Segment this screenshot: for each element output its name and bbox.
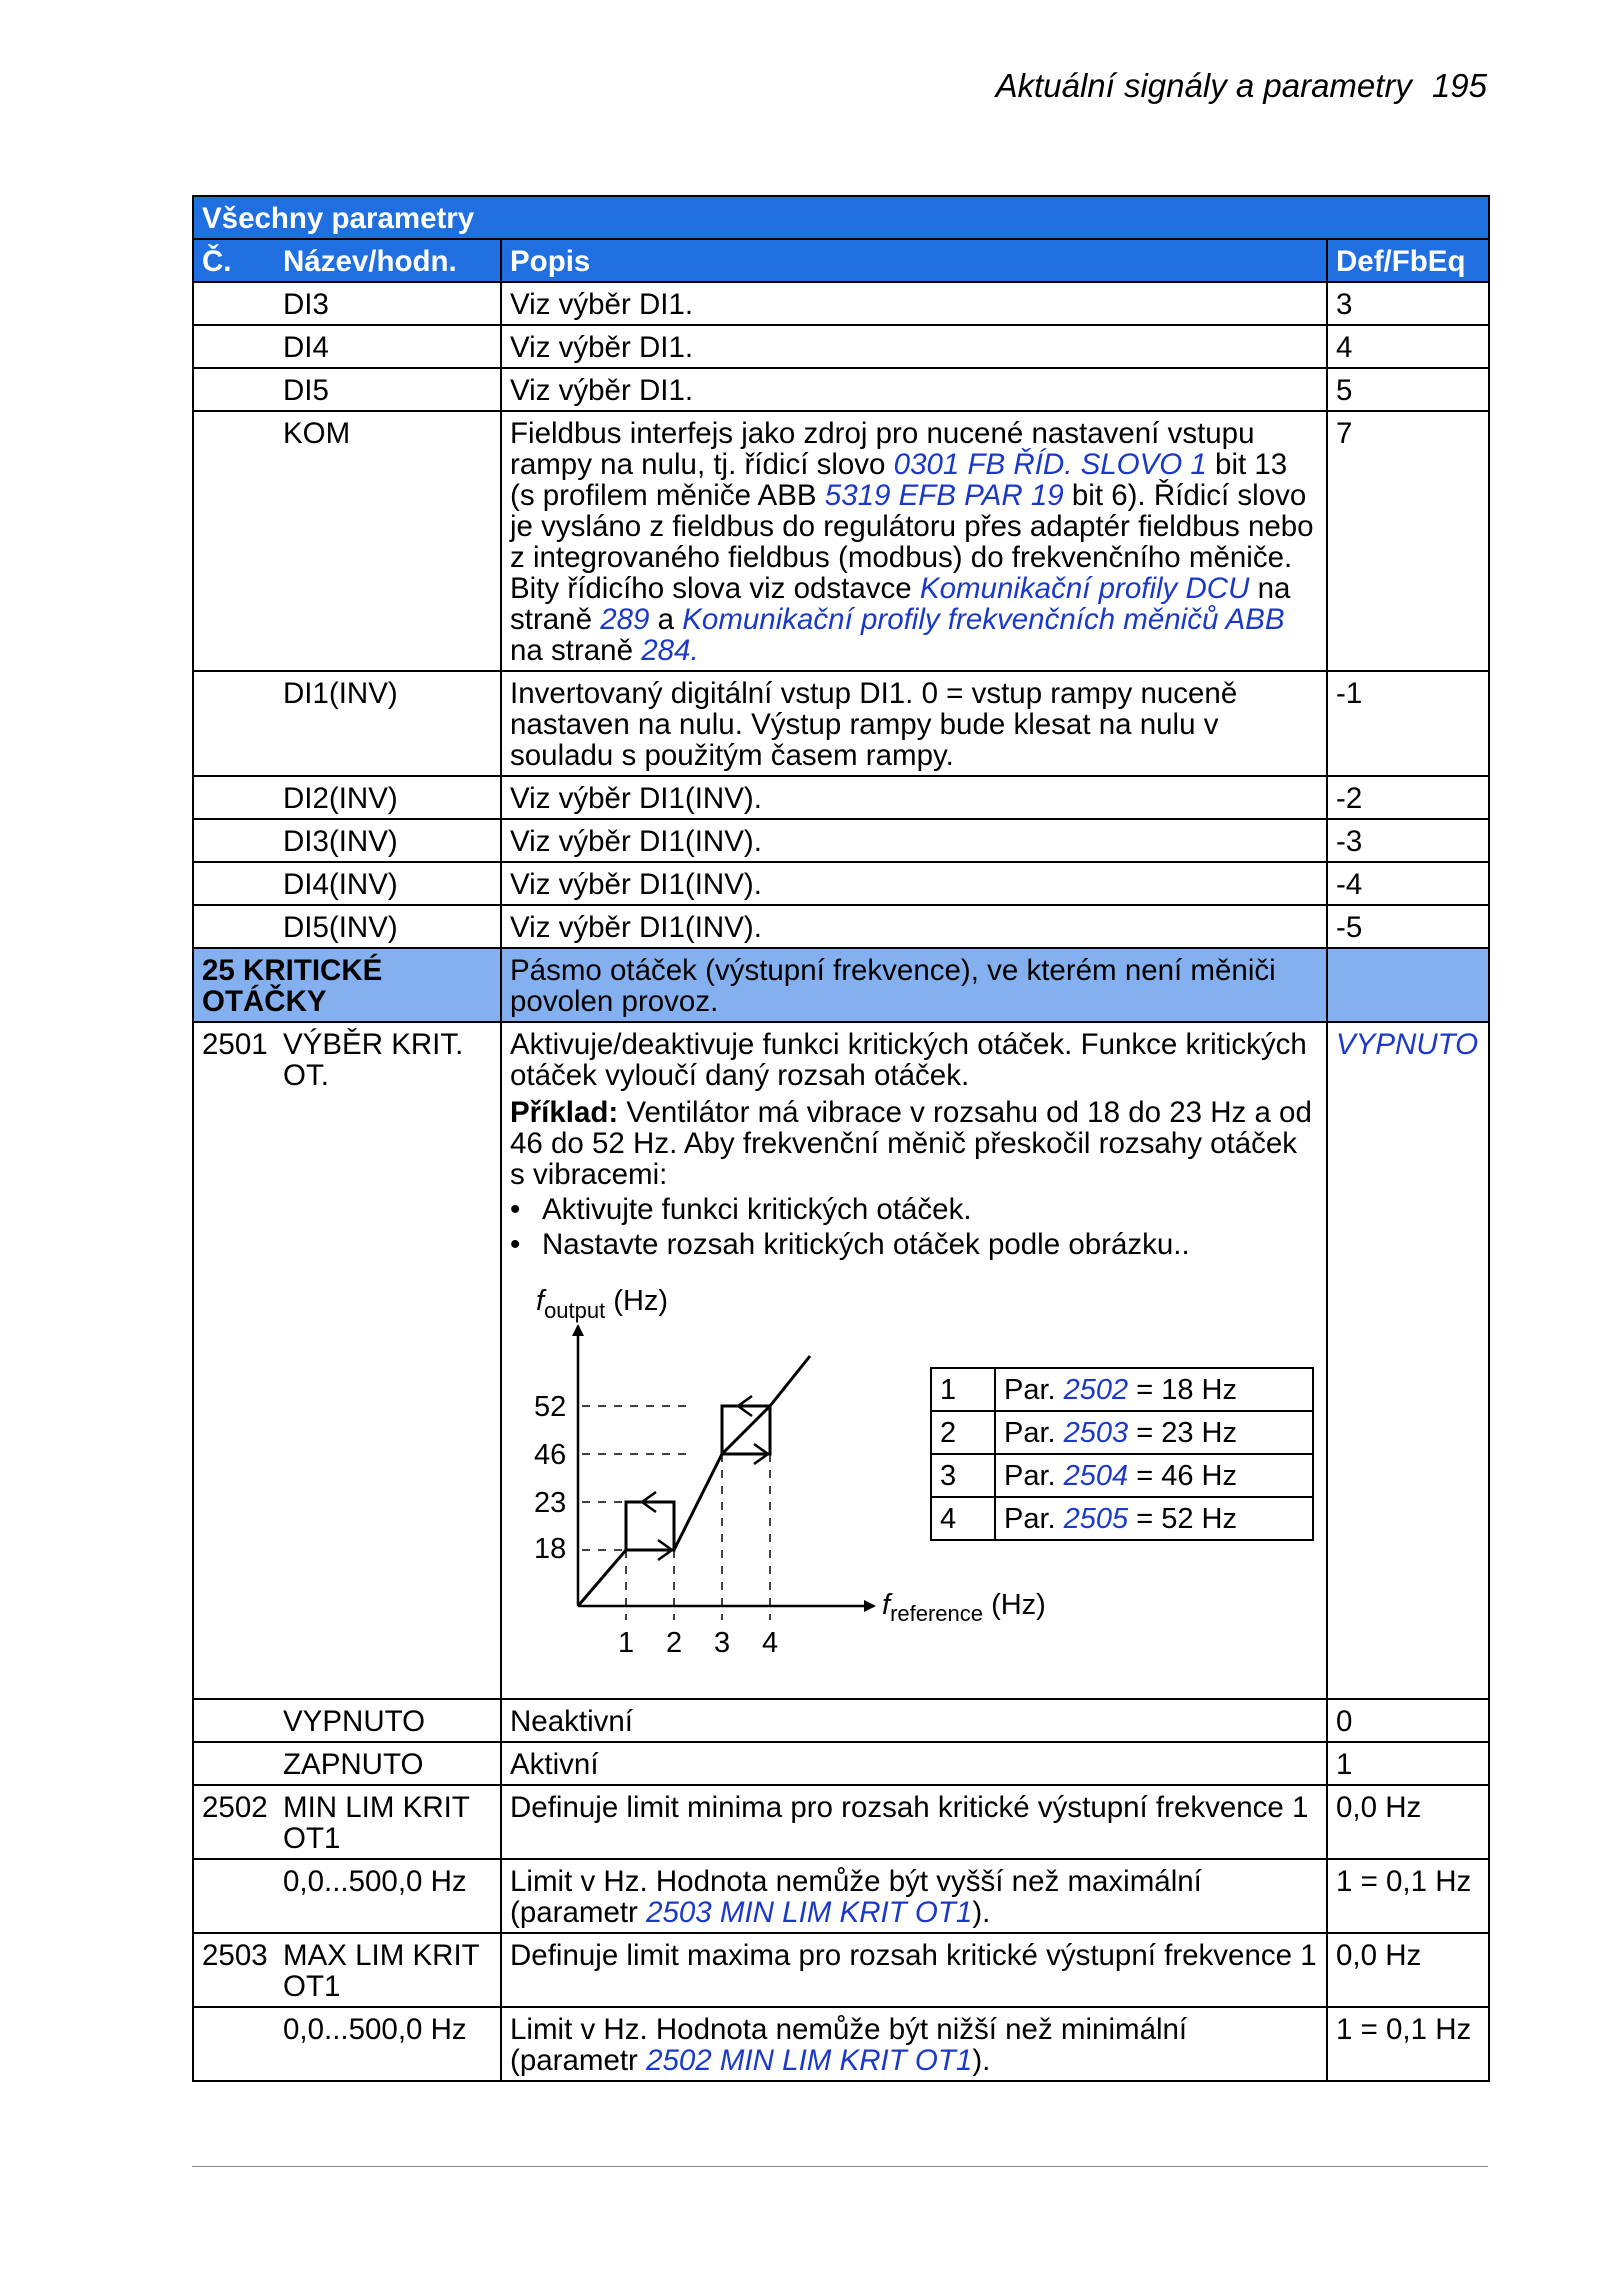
row-def: -1 xyxy=(1327,671,1489,776)
legend-text: Par. 2504 = 46 Hz xyxy=(995,1454,1313,1497)
col-header-desc: Popis xyxy=(501,239,1327,282)
row-def: 1 = 0,1 Hz xyxy=(1327,2007,1489,2081)
table-row xyxy=(193,905,1489,948)
legend-number: 1 xyxy=(931,1368,995,1411)
x-tick-label: 4 xyxy=(762,1627,779,1659)
group-def xyxy=(1327,948,1489,1022)
legend-text: Par. 2503 = 23 Hz xyxy=(995,1411,1313,1454)
row-no xyxy=(193,282,275,325)
footer-rule xyxy=(192,2166,1488,2167)
param-name: MAX LIM KRIT OT1 xyxy=(275,1933,501,2007)
x-axis-label: $f_{reference}$ (Hz) xyxy=(882,1589,1046,1626)
row-name: 0,0...500,0 Hz xyxy=(275,1859,501,1933)
table-row xyxy=(193,411,1489,671)
table-row xyxy=(193,2007,1489,2081)
desc-text: . xyxy=(690,634,699,667)
critical-speed-diagram xyxy=(510,1270,930,1694)
desc-text: bit 13 (s profilem měniče ABB xyxy=(510,448,1288,512)
table-row xyxy=(193,325,1489,368)
y-tick-label: 46 xyxy=(534,1439,567,1471)
group-desc: Pásmo otáček (výstupní frekvence), ve kterém není měniči povolen provoz. xyxy=(501,948,1327,1022)
row-no xyxy=(193,819,275,862)
legend-text: Par. 2502 = 18 Hz xyxy=(995,1368,1313,1411)
param-link[interactable]: 5319 EFB PAR 19 xyxy=(824,479,1064,512)
page-link[interactable]: 289 xyxy=(600,603,650,636)
page-link[interactable]: 284 xyxy=(641,634,691,667)
critical-speed-figure xyxy=(510,1270,1330,1694)
param-number: 2503 xyxy=(193,1933,275,2007)
group-title: 25 KRITICKÉ OTÁČKY xyxy=(193,948,501,1022)
row-def: 1 xyxy=(1327,1742,1489,1785)
section-link[interactable]: Komunikační profily frekvenčních měničů ABB xyxy=(682,603,1285,636)
legend-row xyxy=(931,1411,1313,1454)
param-name: VÝBĚR KRIT. OT. xyxy=(275,1022,501,1699)
row-def: 0,0 Hz xyxy=(1327,1933,1489,2007)
group-row xyxy=(193,948,1489,1022)
table-caption-row xyxy=(193,196,1489,239)
row-name: VYPNUTO xyxy=(275,1699,501,1742)
row-desc: Viz výběr DI1(INV). xyxy=(501,862,1327,905)
table-row xyxy=(193,282,1489,325)
row-desc: Aktivní xyxy=(501,1742,1327,1785)
bullet-icon: • xyxy=(510,1228,521,1261)
table-row xyxy=(193,1933,1489,2007)
row-no xyxy=(193,862,275,905)
list-item xyxy=(510,1229,1318,1260)
figure-legend xyxy=(930,1367,1314,1541)
legend-number: 4 xyxy=(931,1497,995,1540)
row-no xyxy=(193,2007,275,2081)
row-def: 1 = 0,1 Hz xyxy=(1327,1859,1489,1933)
y-tick-label: 18 xyxy=(534,1533,567,1565)
row-def: 0,0 Hz xyxy=(1327,1785,1489,1859)
row-desc: Viz výběr DI1(INV). xyxy=(501,905,1327,948)
col-header-no: Č. xyxy=(193,239,275,282)
table-row xyxy=(193,819,1489,862)
table-row xyxy=(193,671,1489,776)
table-row xyxy=(193,862,1489,905)
legend-row xyxy=(931,1368,1313,1411)
legend-row xyxy=(931,1497,1313,1540)
row-name: KOM xyxy=(275,411,501,671)
page-number: 195 xyxy=(1431,67,1487,104)
row-no xyxy=(193,1699,275,1742)
bullet-icon: • xyxy=(510,1193,521,1226)
row-name: DI4(INV) xyxy=(275,862,501,905)
desc-text: a xyxy=(649,603,683,636)
x-tick-label: 1 xyxy=(618,1627,635,1659)
desc-text: na straně xyxy=(510,634,642,667)
param-link[interactable]: 2505 xyxy=(1063,1503,1129,1535)
row-name: DI3 xyxy=(275,282,501,325)
desc-text: na straně xyxy=(510,572,1291,636)
row-no xyxy=(193,1742,275,1785)
example-label: Příklad: xyxy=(510,1096,619,1129)
param-link[interactable]: 2503 xyxy=(1063,1417,1129,1449)
desc-text: Fieldbus interfejs jako zdroj pro nucené nastavení vstupu rampy na nulu, tj. řídicí slovo xyxy=(510,417,1255,481)
desc-text: bit 6). Řídicí slovo je vysláno z fieldbus do regulátoru přes adaptér fieldbus nebo z integrovaného fieldbus (modbus) do frekvenčního měniče. Bity řídicího slova viz odstavce xyxy=(510,479,1314,605)
y-axis-label: $f_{output}$ (Hz) xyxy=(536,1285,669,1323)
row-name: 0,0...500,0 Hz xyxy=(275,2007,501,2081)
param-number: 2502 xyxy=(193,1785,275,1859)
row-def: -4 xyxy=(1327,862,1489,905)
output-curve xyxy=(578,1356,810,1606)
row-name: DI5 xyxy=(275,368,501,411)
param-link[interactable]: 2504 xyxy=(1063,1460,1129,1492)
running-head xyxy=(996,66,1487,106)
legend-text: Par. 2505 = 52 Hz xyxy=(995,1497,1313,1540)
row-desc: Definuje limit maxima pro rozsah kritické výstupní frekvence 1 xyxy=(501,1933,1327,2007)
table-row xyxy=(193,776,1489,819)
row-def: 0 xyxy=(1327,1699,1489,1742)
param-link[interactable]: 2502 MIN LIM KRIT OT1 xyxy=(646,2044,973,2077)
legend-row xyxy=(931,1454,1313,1497)
x-tick-label: 2 xyxy=(666,1627,683,1659)
list-item xyxy=(510,1194,1318,1225)
row-desc: Definuje limit minima pro rozsah kritické výstupní frekvence 1 xyxy=(501,1785,1327,1859)
row-no xyxy=(193,776,275,819)
col-header-name: Název/hodn. xyxy=(275,239,501,282)
row-no xyxy=(193,411,275,671)
param-link[interactable]: 0301 FB ŘÍD. SLOVO 1 xyxy=(893,448,1207,481)
row-no xyxy=(193,905,275,948)
list-item-text: Nastavte rozsah kritických otáček podle obrázku.. xyxy=(542,1228,1190,1261)
table-row xyxy=(193,368,1489,411)
row-def: 3 xyxy=(1327,282,1489,325)
example-paragraph xyxy=(510,1097,1318,1190)
y-tick-label: 23 xyxy=(534,1487,567,1519)
param-number: 2501 xyxy=(193,1022,275,1699)
legend-number: 2 xyxy=(931,1411,995,1454)
row-def: -5 xyxy=(1327,905,1489,948)
table-row xyxy=(193,1859,1489,1933)
table-header-row xyxy=(193,239,1489,282)
row-def: -2 xyxy=(1327,776,1489,819)
row-no xyxy=(193,325,275,368)
param-link[interactable]: 2502 xyxy=(1063,1374,1129,1406)
example-text: Ventilátor má vibrace v rozsahu od 18 do 23 Hz a od 46 do 52 Hz. Aby frekvenční měnič přeskočil rozsahy otáček s vibracemi: xyxy=(510,1096,1312,1191)
table-row xyxy=(193,1699,1489,1742)
param-name: MIN LIM KRIT OT1 xyxy=(275,1785,501,1859)
row-name: DI3(INV) xyxy=(275,819,501,862)
row-name: ZAPNUTO xyxy=(275,1742,501,1785)
row-desc: Invertovaný digitální vstup DI1. 0 = vstup rampy nuceně nastaven na nulu. Výstup rampy bude klesat na nulu v souladu s použitým časem rampy. xyxy=(501,671,1327,776)
row-def: -3 xyxy=(1327,819,1489,862)
row-name: DI5(INV) xyxy=(275,905,501,948)
legend-number: 3 xyxy=(931,1454,995,1497)
row-no xyxy=(193,671,275,776)
running-head-title: Aktuální signály a parametry xyxy=(995,67,1412,104)
row-no xyxy=(193,368,275,411)
row-name: DI1(INV) xyxy=(275,671,501,776)
row-name: DI2(INV) xyxy=(275,776,501,819)
row-desc: Viz výběr DI1. xyxy=(501,282,1327,325)
row-desc: Viz výběr DI1. xyxy=(501,325,1327,368)
parameter-table xyxy=(192,195,1490,2082)
default-link[interactable]: VYPNUTO xyxy=(1336,1028,1479,1061)
table-row xyxy=(193,1742,1489,1785)
table-row xyxy=(193,1022,1489,1699)
row-desc: Viz výběr DI1(INV). xyxy=(501,819,1327,862)
table-caption: Všechny parametry xyxy=(193,196,1489,239)
row-desc xyxy=(501,411,1327,671)
row-desc: Limit v Hz. Hodnota nemůže být vyšší než maximální (parametr 2503 MIN LIM KRIT OT1). xyxy=(501,1859,1327,1933)
row-desc: Neaktivní xyxy=(501,1699,1327,1742)
row-no xyxy=(193,1859,275,1933)
param-link[interactable]: 2503 MIN LIM KRIT OT1 xyxy=(646,1896,973,1929)
y-tick-label: 52 xyxy=(534,1391,567,1423)
row-def xyxy=(1327,1022,1489,1699)
row-def: 7 xyxy=(1327,411,1489,671)
row-desc: Viz výběr DI1. xyxy=(501,368,1327,411)
row-def: 5 xyxy=(1327,368,1489,411)
x-tick-label: 3 xyxy=(714,1627,731,1659)
row-desc: Limit v Hz. Hodnota nemůže být nižší než minimální (parametr 2502 MIN LIM KRIT OT1). xyxy=(501,2007,1327,2081)
list-item-text: Aktivujte funkci kritických otáček. xyxy=(542,1193,972,1226)
section-link[interactable]: Komunikační profily DCU xyxy=(919,572,1250,605)
table-row xyxy=(193,1785,1489,1859)
param-description: Aktivuje/deaktivuje funkci kritických otáček. Funkce kritických otáček vyloučí daný rozsah otáček. xyxy=(510,1028,1307,1092)
col-header-def: Def/FbEq xyxy=(1327,239,1489,282)
row-def: 4 xyxy=(1327,325,1489,368)
row-desc xyxy=(501,1022,1327,1699)
row-name: DI4 xyxy=(275,325,501,368)
row-desc: Viz výběr DI1(INV). xyxy=(501,776,1327,819)
